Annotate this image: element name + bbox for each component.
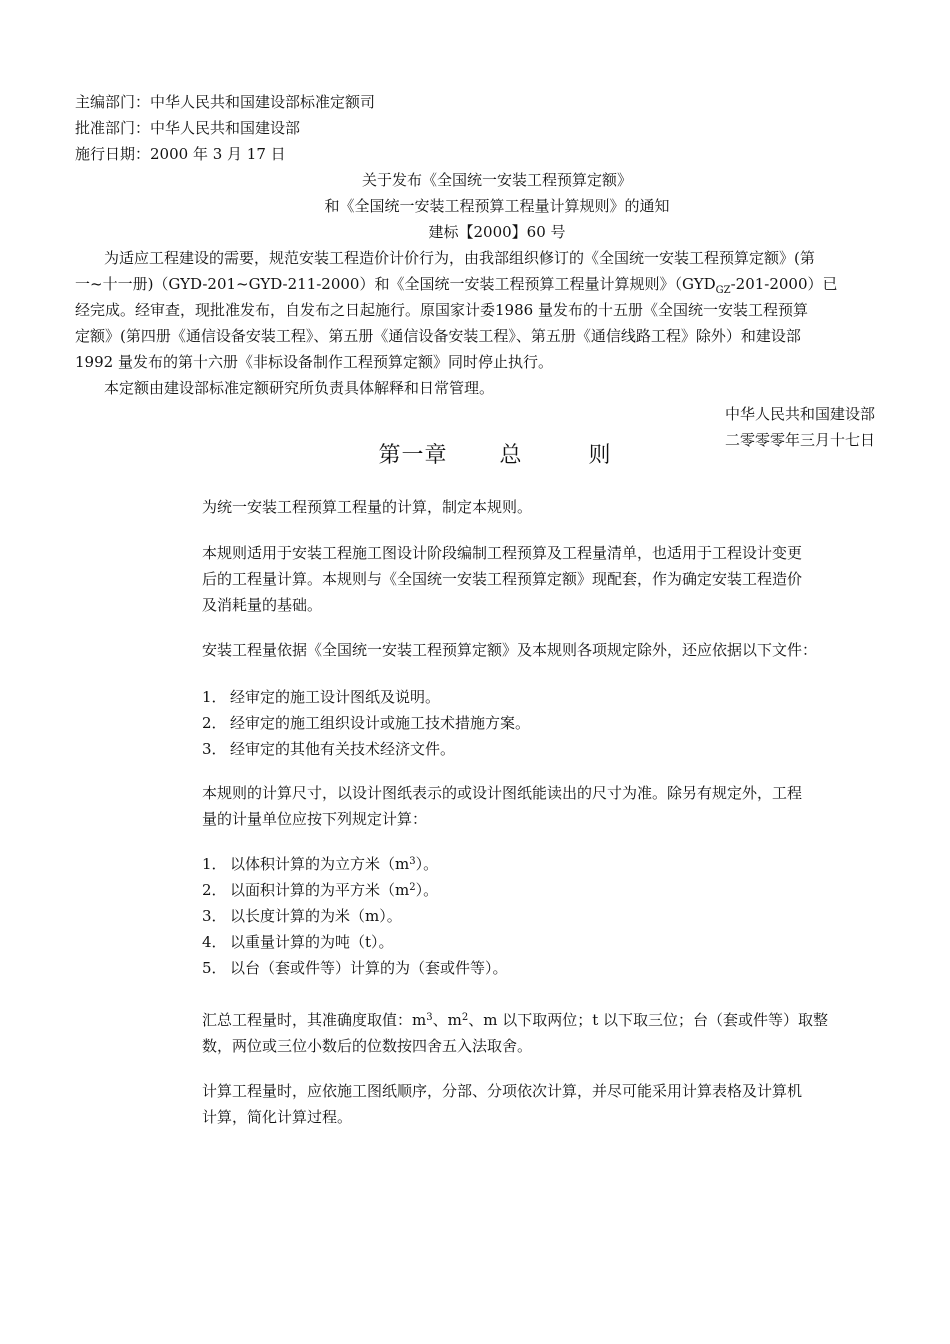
rules-paragraph-3 — [202, 637, 882, 663]
p5-part-b: 、m — [432, 1011, 462, 1029]
rules-p4-line-2: 量的计量单位应按下列规定计算： — [202, 810, 428, 828]
rules-p5-line-1 — [202, 1007, 882, 1033]
list-item-number: 1． — [202, 688, 227, 706]
units-list — [202, 851, 882, 981]
list-item-text: 以重量计算的为吨（t）。 — [230, 933, 394, 951]
basis-documents-list — [202, 684, 882, 762]
rules-paragraph-1 — [202, 494, 882, 520]
sign-date: 二零零零年三月十七日 — [724, 431, 875, 449]
rules-p2-line-2: 后的工程量计算。本规则与《全国统一安装工程预算定额》现配套，作为确定安装工程造价 — [202, 570, 803, 588]
rules-paragraph-2 — [202, 540, 882, 618]
notice-title-1: 关于发布《全国统一安装工程预算定额》 — [361, 171, 632, 189]
list-item-text: 以长度计算的为米（m）。 — [230, 907, 402, 925]
approver-dept: 批准部门：中华人民共和国建设部 — [75, 119, 301, 137]
rules-p4-line-1: 本规则的计算尺寸，以设计图纸表示的或设计图纸能读出的尺寸为准。除另有规定外，工程 — [202, 784, 803, 802]
notice-body-line-3: 经完成。经审查，现批准发布，自发布之日起施行。原国家计委1986 量发布的十五册《全国统一安装工程预算 — [75, 301, 808, 319]
gyd-subscript: GZ — [715, 285, 731, 296]
notice-body-line-1: 为适应工程建设的需要，规范安装工程造价计价行为，由我部组织修订的《全国统一安装工程预算定额》(第 — [104, 249, 815, 267]
notice-body-line-2-text: 一~十一册)（GYD-201~GYD-211-2000）和《全国统一安装工程预算工程量计算规则》（GYD — [75, 275, 716, 293]
list-item — [202, 851, 882, 877]
list-item-number: 1． — [202, 855, 227, 873]
notice-body-line-2 — [75, 271, 838, 297]
list-item — [202, 929, 882, 955]
p5-part-c: 、m 以下取两位；t 以下取三位；台（套或件等）取整 — [468, 1011, 829, 1029]
notice-body-line-5: 1992 量发布的第十六册《非标设备制作工程预算定额》同时停止执行。 — [75, 353, 553, 371]
superscript: 3 — [426, 1012, 433, 1023]
rules-paragraph-6 — [202, 1078, 882, 1130]
list-item-number: 2． — [202, 881, 227, 899]
list-item-tail: ）。 — [415, 855, 439, 873]
rules-p2-line-1: 本规则适用于安装工程施工图设计阶段编制工程预算及工程量清单，也适用于工程设计变更 — [202, 544, 803, 562]
list-item — [202, 903, 882, 929]
list-item — [202, 736, 882, 762]
list-item-text: 经审定的施工设计图纸及说明。 — [230, 688, 441, 706]
notice-body-line-4: 定额》(第四册《通信设备安装工程》、第五册《通信设备安装工程》、第五册《通信线路工程》除外）和建设部 — [75, 327, 801, 345]
p5-part-a: 汇总工程量时，其准确度取值：m — [202, 1011, 427, 1029]
rules-p2-line-3: 及消耗量的基础。 — [202, 596, 323, 614]
list-item-text: 以台（套或件等）计算的为（套或件等）。 — [230, 959, 508, 977]
notice-doc-number: 建标【2000】60 号 — [428, 223, 566, 241]
superscript: 2 — [461, 1012, 469, 1023]
list-item — [202, 877, 882, 903]
gyd-tail: -201-2000）已 — [730, 275, 838, 293]
rules-paragraph-4 — [202, 780, 882, 832]
list-item-text: 经审定的其他有关技术经济文件。 — [230, 740, 456, 758]
chapter-heading — [0, 438, 950, 469]
list-item-tail: ）。 — [415, 881, 439, 899]
signer: 中华人民共和国建设部 — [724, 405, 875, 423]
list-item-number: 4． — [202, 933, 227, 951]
list-item — [202, 955, 882, 981]
rules-paragraph-5 — [202, 1007, 882, 1059]
effective-date: 施行日期：2000 年 3 月 17 日 — [75, 145, 286, 163]
list-item-text: 经审定的施工组织设计或施工技术措施方案。 — [230, 714, 531, 732]
superscript: 2 — [409, 882, 416, 893]
rules-p5-line-2: 数，两位或三位小数后的位数按四舍五入法取舍。 — [202, 1037, 533, 1055]
list-item-number: 2． — [202, 714, 227, 732]
editor-dept: 主编部门：中华人民共和国建设部标准定额司 — [75, 93, 376, 111]
list-item — [202, 684, 882, 710]
list-item-text: 以体积计算的为立方米（m — [230, 855, 410, 873]
superscript: 3 — [409, 856, 416, 867]
chapter-label: 第一章 — [378, 443, 448, 468]
rules-p1-text: 为统一安装工程预算工程量的计算，制定本规则。 — [202, 498, 533, 516]
rules-p3-text: 安装工程量依据《全国统一安装工程预算定额》及本规则各项规定除外，还应依据以下文件： — [202, 641, 818, 659]
rules-p6-line-1: 计算工程量时，应依施工图纸顺序，分部、分项依次计算，并尽可能采用计算表格及计算机 — [202, 1082, 803, 1100]
list-item-number: 3． — [202, 907, 227, 925]
notice-body-line-6: 本定额由建设部标准定额研究所负责具体解释和日常管理。 — [104, 379, 495, 397]
list-item-text: 以面积计算的为平方米（m — [230, 881, 410, 899]
chapter-title-b: 则 — [588, 443, 612, 468]
list-item-number: 3． — [202, 740, 227, 758]
rules-p6-line-2: 计算，简化计算过程。 — [202, 1108, 353, 1126]
list-item — [202, 710, 882, 736]
notice-title-2: 和《全国统一安装工程预算工程量计算规则》的通知 — [324, 197, 670, 215]
chapter-title-a: 总 — [499, 443, 523, 468]
list-item-number: 5． — [202, 959, 227, 977]
